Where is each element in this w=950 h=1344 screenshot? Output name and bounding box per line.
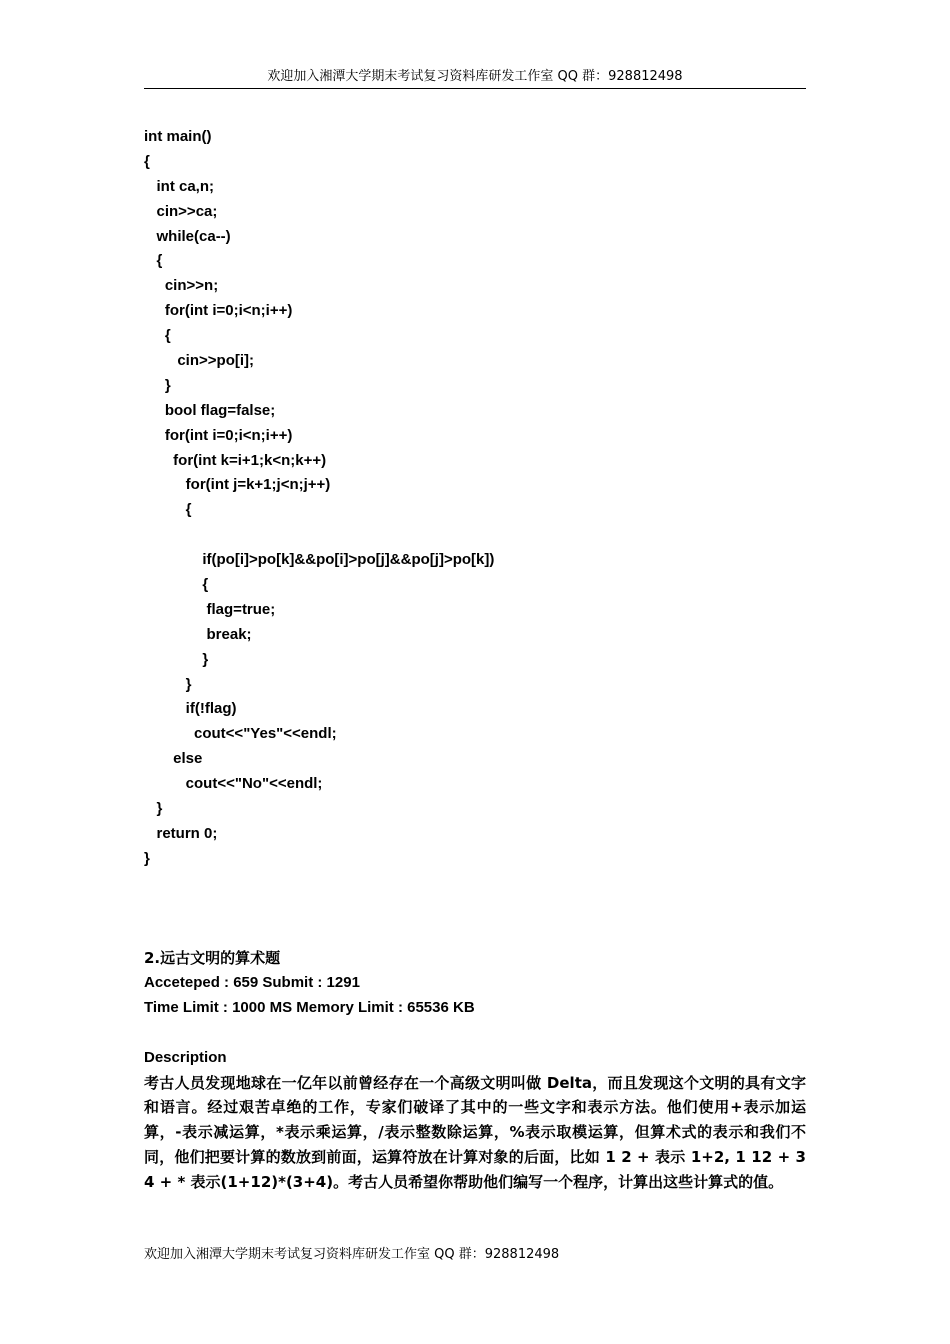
code-line: bool flag=false; [144, 401, 276, 419]
problem-title: 2.远古文明的算术题 [144, 949, 281, 967]
code-line: { [144, 152, 150, 170]
code-line: int ca,n; [144, 177, 215, 195]
code-line: for(int k=i+1;k<n;k++) [144, 451, 327, 469]
code-line: } [144, 800, 163, 818]
code-line: for(int j=k+1;j<n;j++) [144, 476, 331, 494]
code-line: { [144, 252, 163, 270]
code-line: } [144, 675, 192, 693]
code-block [144, 125, 806, 872]
code-line: cout<<"No"<<endl; [144, 775, 323, 793]
code-line: { [144, 576, 209, 594]
code-line [144, 523, 806, 548]
code-line: return 0; [144, 824, 218, 842]
problem-section [144, 946, 814, 1195]
code-line: cin>>n; [144, 277, 219, 295]
code-line: if(!flag) [144, 700, 237, 718]
code-line: cin>>ca; [144, 202, 218, 220]
problem-stats: Acceteped : 659 Submit : 1291 [144, 973, 360, 991]
description-text: 考古人员发现地球在一亿年以前曾经存在一个高级文明叫做 Delta，而且发现这个文明的具有文字和语言。经过艰苦卓绝的工作，专家们破译了其中的一些文字和表示方法。他们使用+表示加运算，-表示减运算，*表示乘运算，/表示整数除运算，%表示取模运算，但算术式的表示和我们不同，他们把要计算的数放到前面，运算符放在计算对象的后面，比如 1 2 + 表示 1+2, 1 12 + 3 4 + * 表示(1+12)*(3+4)。考古人员希望你帮助他们编写一个程序，计算出这些计算式的值。 [144, 1073, 806, 1192]
code-line: break; [144, 625, 252, 643]
code-line: int main() [144, 128, 212, 145]
code-line: { [144, 501, 192, 519]
code-line: { [144, 327, 171, 345]
page-header: 欢迎加入湘潭大学期末考试复习资料库研发工作室 QQ 群：928812498 [267, 69, 683, 84]
code-line: cout<<"Yes"<<endl; [144, 725, 337, 743]
code-line: while(ca--) [144, 227, 231, 245]
code-line: cin>>po[i]; [144, 352, 255, 370]
description-heading: Description [144, 1048, 227, 1066]
page-footer: 欢迎加入湘潭大学期末考试复习资料库研发工作室 QQ 群：928812498 [144, 1247, 560, 1262]
code-line: for(int i=0;i<n;i++) [144, 426, 293, 444]
code-line: else [144, 750, 203, 768]
code-line: if(po[i]>po[k]&&po[i]>po[j]&&po[j]>po[k]) [144, 551, 495, 569]
header-divider [144, 88, 806, 89]
code-line: for(int i=0;i<n;i++) [144, 302, 293, 320]
code-line: flag=true; [144, 600, 276, 618]
code-line: } [144, 849, 150, 867]
problem-limits: Time Limit : 1000 MS Memory Limit : 65536 KB [144, 998, 475, 1016]
spacer [144, 1021, 814, 1046]
code-line: } [144, 650, 209, 668]
code-line: } [144, 376, 171, 394]
